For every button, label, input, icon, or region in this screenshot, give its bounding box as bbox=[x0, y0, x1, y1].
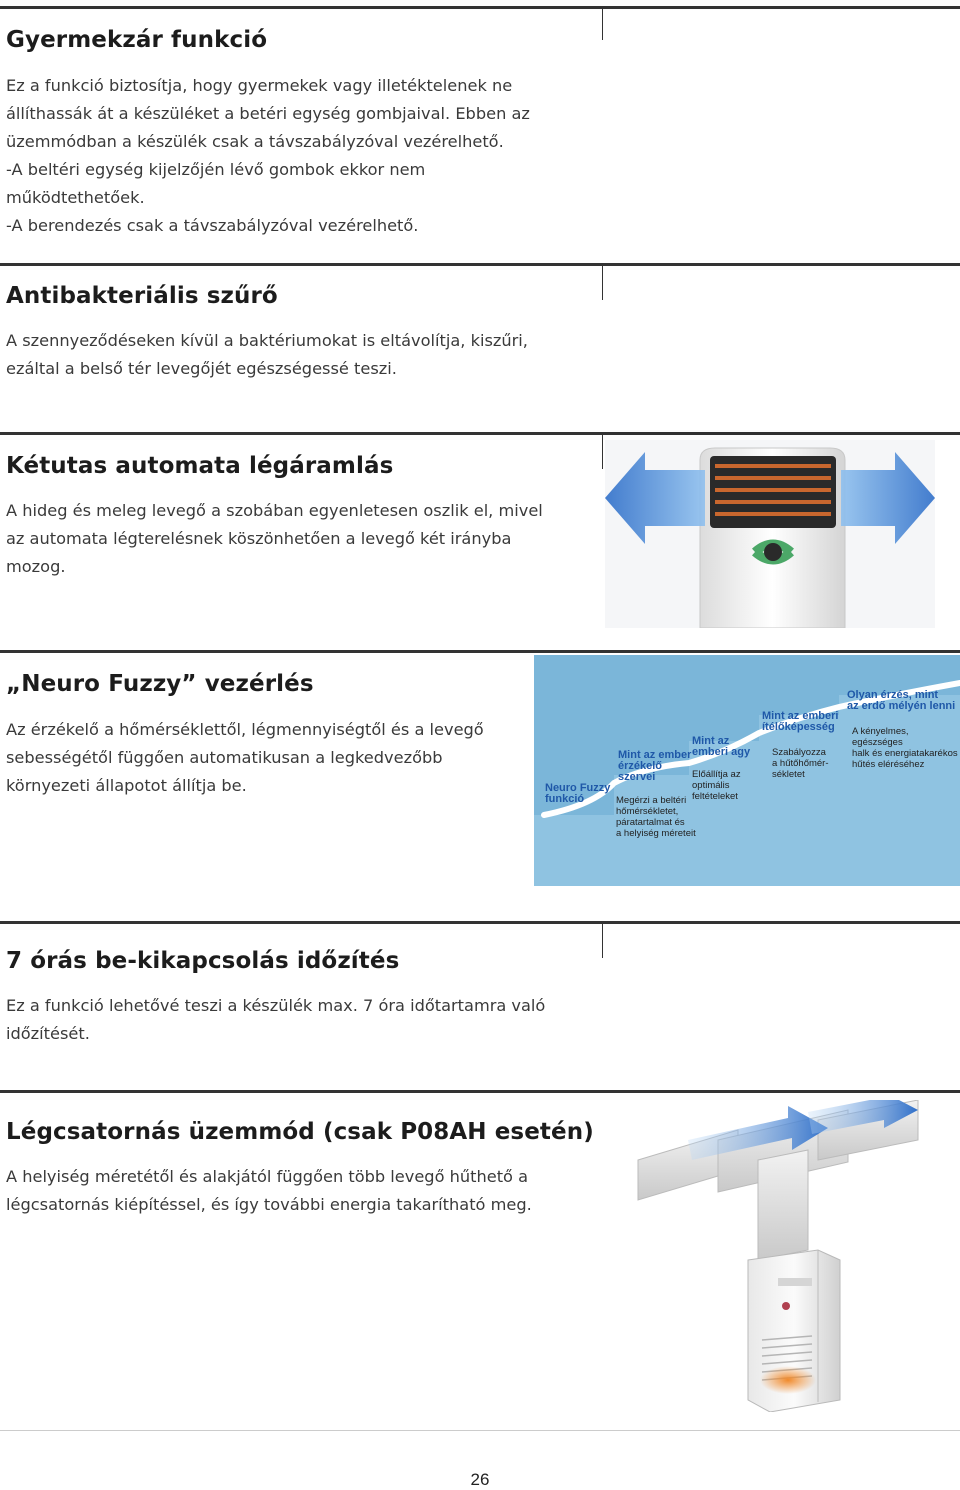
text-line: Ez a funkció lehetővé teszi a készülék max. 7 óra időtartamra való bbox=[6, 996, 546, 1015]
section-body-neuro-fuzzy bbox=[6, 716, 526, 800]
section-body-antibacterial-filter bbox=[6, 327, 596, 383]
section-title-child-lock: Gyermekzár funkció bbox=[6, 27, 268, 53]
section-divider bbox=[0, 432, 960, 435]
section-divider bbox=[0, 650, 960, 653]
text-line: légcsatornás kiépítéssel, és így további energia takarítható meg. bbox=[6, 1195, 532, 1214]
step-4-title bbox=[847, 690, 955, 712]
section-title-two-way-airflow: Kétutas automata légáramlás bbox=[6, 453, 394, 479]
airflow-unit-illustration bbox=[605, 440, 935, 628]
section-body-timer bbox=[6, 992, 596, 1048]
section-body-two-way-airflow bbox=[6, 497, 596, 581]
step-1-title bbox=[618, 750, 691, 783]
label-line: Neuro Fuzzy bbox=[545, 782, 611, 794]
step-3-title bbox=[762, 711, 838, 733]
section-tick bbox=[602, 435, 603, 469]
label-line: Olyan érzés, mint bbox=[847, 689, 939, 701]
step-3-text bbox=[772, 747, 829, 780]
label-line: érzékelő bbox=[618, 760, 663, 772]
section-title-timer: 7 órás be-kikapcsolás időzítés bbox=[6, 948, 400, 974]
section-title-antibacterial-filter: Antibakteriális szűrő bbox=[6, 283, 278, 309]
text-line: ezáltal a belső tér levegőjét egészségessé teszi. bbox=[6, 359, 397, 378]
label-line: az erdő mélyén lenni bbox=[847, 700, 956, 712]
section-divider bbox=[0, 1090, 960, 1093]
section-body-child-lock bbox=[6, 72, 596, 240]
label-line: szervei bbox=[618, 771, 656, 783]
section-tick bbox=[602, 6, 603, 40]
section-title-duct-mode: Légcsatornás üzemmód (csak P08AH esetén) bbox=[6, 1119, 594, 1145]
label-line: ítélőképesség bbox=[762, 721, 835, 733]
text-line: A hideg és meleg levegő a szobában egyenletesen oszlik el, mivel bbox=[6, 501, 543, 520]
text-line: halk és energiatakarékos bbox=[852, 748, 958, 759]
text-line: sebességétől függően automatikusan a legkedvezőbb bbox=[6, 748, 443, 767]
text-line: működtethetőek. bbox=[6, 188, 145, 207]
label-line: funkció bbox=[545, 793, 585, 805]
text-line: -A beltéri egység kijelzőjén lévő gombok ekkor nem bbox=[6, 160, 426, 179]
text-line: Az érzékelő a hőmérséklettől, légmennyiségtől és a levegő bbox=[6, 720, 484, 739]
text-line: mozog. bbox=[6, 557, 66, 576]
text-line: Előállítja az bbox=[692, 769, 741, 780]
text-line: a helyiség méreteit bbox=[616, 828, 696, 839]
neuro-fuzzy-diagram bbox=[534, 655, 960, 886]
section-tick bbox=[602, 266, 603, 300]
step-0-title bbox=[545, 783, 610, 805]
section-divider bbox=[0, 263, 960, 266]
text-line: Szabályozza bbox=[772, 747, 826, 758]
step-2-title bbox=[692, 736, 750, 758]
text-line: optimális bbox=[692, 780, 730, 791]
page-number: 26 bbox=[470, 1470, 490, 1489]
text-line: A helyiség méretétől és alakjától függően több levegő hűthető a bbox=[6, 1167, 529, 1186]
text-line: időzítését. bbox=[6, 1024, 90, 1043]
text-line: páratartalmat és bbox=[616, 817, 685, 828]
label-line: Mint az ember bbox=[618, 749, 692, 761]
section-title-neuro-fuzzy: „Neuro Fuzzy” vezérlés bbox=[6, 671, 314, 697]
footer-divider bbox=[0, 1430, 960, 1431]
text-line: az automata légterelésnek köszönhetően a levegő két irányba bbox=[6, 529, 512, 548]
text-line: feltételeket bbox=[692, 791, 738, 802]
step-2-text bbox=[692, 769, 741, 802]
text-line: hűtés eléréséhez bbox=[852, 759, 925, 770]
label-line: Mint az emberi bbox=[762, 710, 839, 722]
text-line: sékletet bbox=[772, 769, 805, 780]
text-line: üzemmódban a készülék csak a távszabályzóval vezérelhető. bbox=[6, 132, 504, 151]
section-body-duct-mode bbox=[6, 1163, 596, 1219]
text-line: Ez a funkció biztosítja, hogy gyermekek vagy illetéktelenek ne bbox=[6, 76, 513, 95]
text-line: állíthassák át a készüléket a betéri egység gombjaival. Ebben az bbox=[6, 104, 530, 123]
text-line: A kényelmes, egészséges bbox=[852, 726, 909, 748]
text-line: A szennyeződéseken kívül a baktériumokat is eltávolítja, kiszűri, bbox=[6, 331, 528, 350]
label-line: Mint az bbox=[692, 735, 730, 747]
text-line: Megérzi a beltéri bbox=[616, 795, 687, 806]
text-line: a hűtőhőmér- bbox=[772, 758, 829, 769]
step-1-text bbox=[616, 795, 696, 839]
text-line: környezeti állapotot állítja be. bbox=[6, 776, 247, 795]
label-line: emberi agy bbox=[692, 746, 751, 758]
section-divider bbox=[0, 921, 960, 924]
step-4-text bbox=[852, 726, 960, 770]
text-line: hőmérsékletet, bbox=[616, 806, 679, 817]
section-tick bbox=[602, 924, 603, 958]
text-line: -A berendezés csak a távszabályzóval vezérelhető. bbox=[6, 216, 419, 235]
section-divider bbox=[0, 6, 960, 9]
duct-unit-illustration bbox=[618, 1100, 958, 1412]
